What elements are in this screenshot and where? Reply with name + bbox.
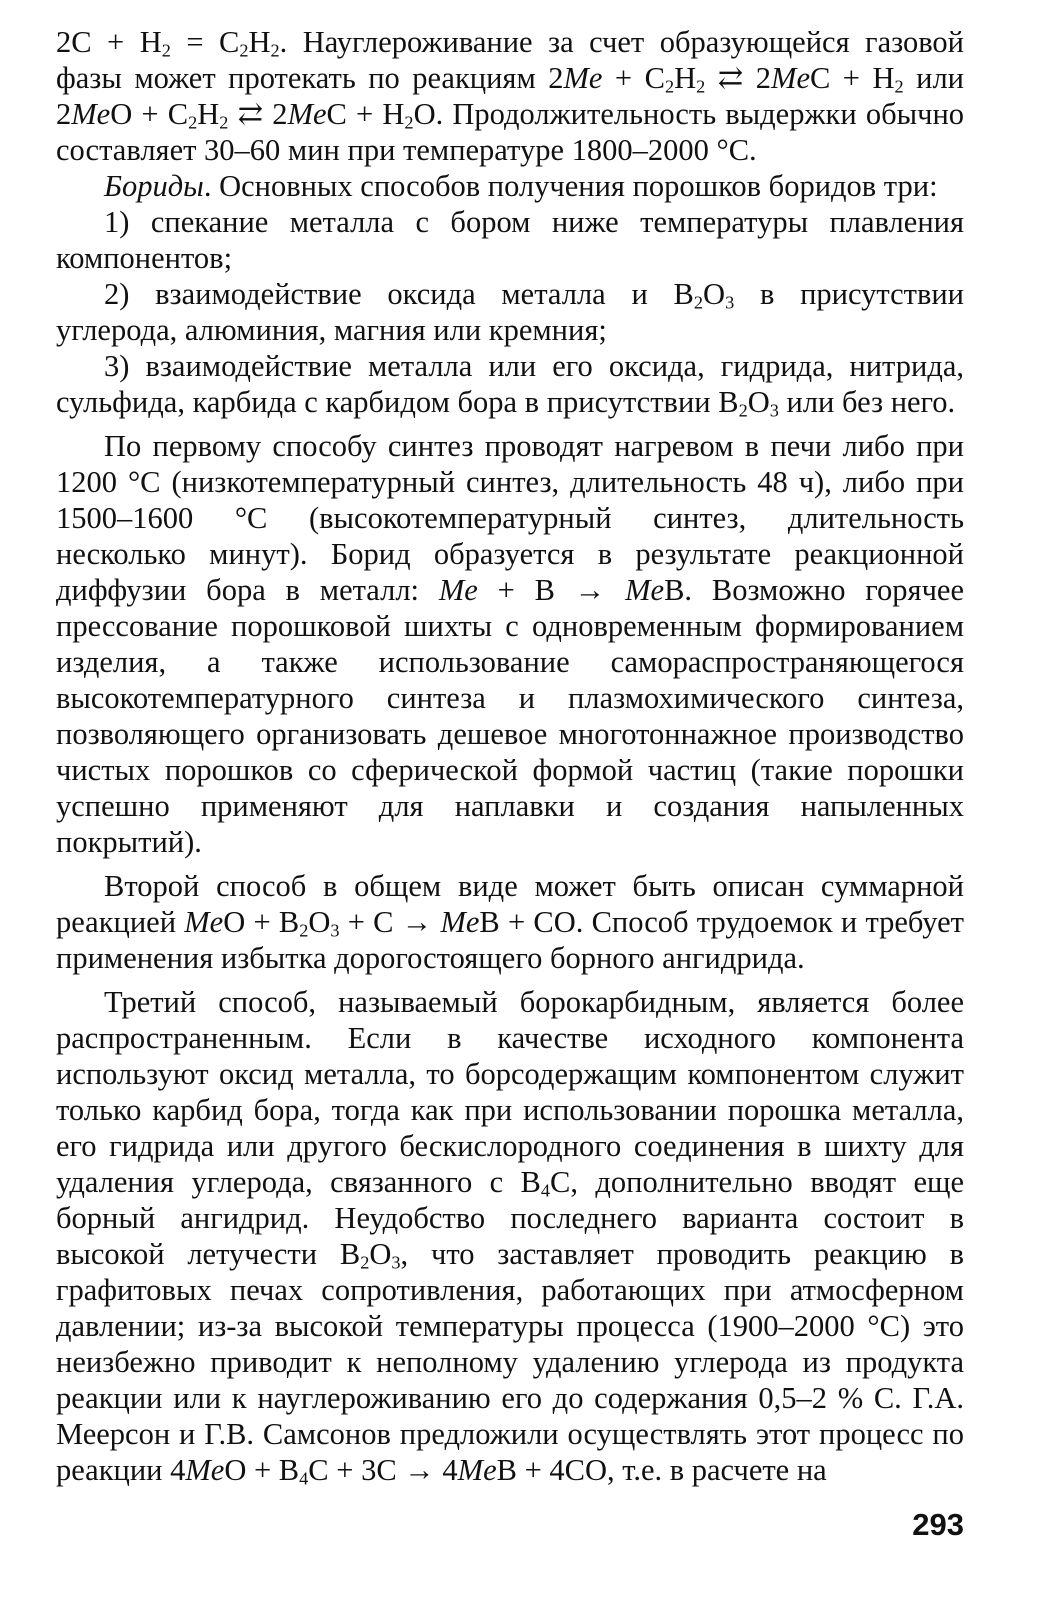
section-title-borides: Бориды (104, 169, 204, 203)
list-item-method-3: 3) взаимодействие металла или его оксида, гидрида, нитрида, сульфида, карбида с карбидом бора в присутствии $B_2O_3$ или без него. (56, 349, 964, 421)
paragraph-first-method: По первому способу синтез проводят нагревом в печи либо при 1200 °С (низкотемпературный синтез, длительность 48 ч), либо при 1500–1600 °С (высокотемпературный синтез, длительность несколько минут). Борид образуется в результате реакционной диффузии бора в металл: Me + B → MeB. Возможно горячее прессование порошковой шихты с одновременным формированием изделия, а также использование самораспространяющегося высокотемпературного синтеза и плазмохимического синтеза, позволяющего организовать дешевое многотоннажное производство чистых порошков со сферической формой частиц (такие порошки успешно применяют для наплавки и создания напыленных покрытий). (56, 429, 964, 859)
paragraph-third-method: Третий способ, называемый борокарбидным, является более распространенным. Если в качестве исходного компонента используют оксид металла, то борсодержащим компонентом служит только карбид бора, тогда как при использовании порошка металла, его гидрида или другого бескислородного соединения в шихту для удаления углерода, связанного с $B_4C$, дополнительно вводят еще борный ангидрид. Неудобство последнего варианта состоит в высокой летучести $B_2O_3$, что заставляет проводить реакцию в графитовых печах сопротивления, работающих при атмосферном давлении; из-за высокой температуры процесса (1900–2000 °С) это неизбежно приводит к неполному удалению углерода из продукта реакции или к науглероживанию его до содержания 0,5–2 % С. Г.А. Меерсон и Г.В. Самсонов предложили осуществлять этот процесс по реакции $4MeO + B_4C + 3C \to 4MeB + 4CO$, т.е. в расчете на (56, 985, 964, 1489)
paragraph-borides-heading: Бориды. Основных способов получения порошков боридов три: (104, 169, 938, 203)
list-item-method-2: 2) взаимодействие оксида металла и $B_2O_3$ в присутствии углерода, алюминия, магния или кремния; (56, 277, 965, 347)
paragraph-carburizing: $2C + H_2 = C_2H_2$. Науглероживание за счет образующейся газовой фазы может протекать по реакциям $2Me + C_2H_2$ ⇄ $2MeC + H_2$ или $2MeO + C_2H_2$ ⇄ $2MeC + H_2O$. Продолжительность выдержки обычно составляет 30–60 мин при температуре 1800–2000 °С. (56, 25, 965, 167)
body-text (56, 24, 964, 1488)
paragraph-second-method: Второй способ в общем виде может быть описан суммарной реакцией MeO + $B_2O_3 + C$ → MeB + CO. Способ трудоемок и требует применения избытка дорогостоящего борного ангидрида. (56, 869, 965, 975)
page-number: 293 (912, 1507, 964, 1542)
list-item-method-1: 1) спекание металла с бором ниже температуры плавления компонентов; (56, 205, 964, 275)
